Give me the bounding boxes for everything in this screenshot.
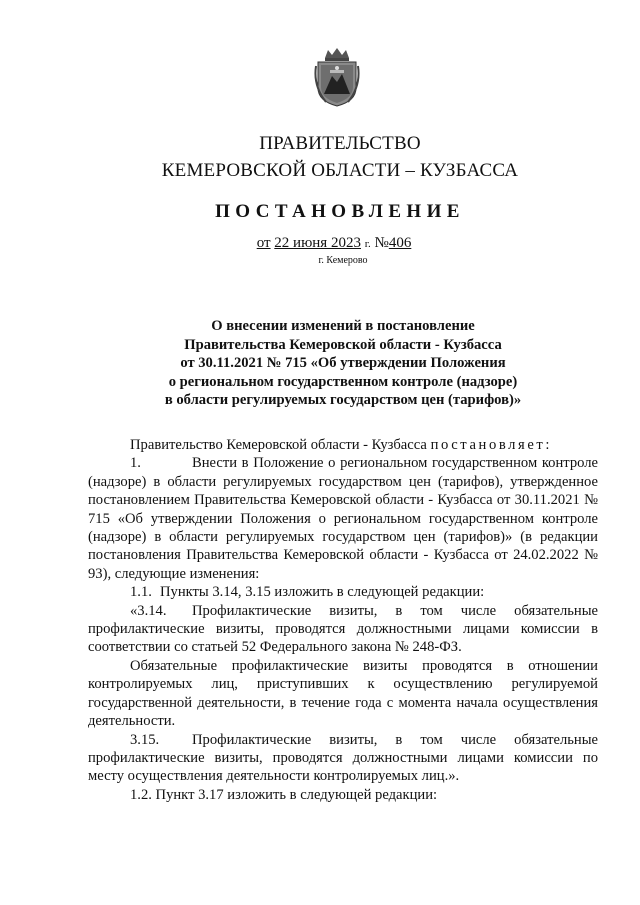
document-city: г. Кемерово — [318, 255, 368, 266]
paragraph-3-14 — [88, 602, 598, 657]
date-prefix: от — [256, 235, 271, 251]
intro-paragraph — [88, 436, 598, 454]
paragraph-number: 1.1. — [130, 584, 152, 601]
document-date-line — [0, 235, 640, 252]
paragraph-number: 3.15. — [130, 731, 160, 748]
intro-text: Правительство Кемеровской области - Кузбасса — [130, 437, 427, 453]
paragraph-1-1 — [88, 583, 598, 601]
paragraph-text: Профилактические визиты, в том числе обязательные профилактические визиты, проводятся должностными лицами комиссии по месту осуществления деятельности контролируемых лиц.». — [88, 731, 598, 785]
subject-line: О внесении изменений в постановление — [211, 318, 475, 334]
paragraph-3-15 — [88, 731, 598, 786]
paragraph-text: Пункты 3.14, 3.15 изложить в следующей редакции: — [160, 584, 485, 601]
paragraph-number: «3.14. — [130, 602, 167, 619]
document-number: 406 — [388, 235, 412, 251]
subject-line: о региональном государственном контроле (надзоре) — [168, 373, 518, 390]
coat-of-arms-emblem — [312, 46, 362, 108]
paragraph-1 — [88, 454, 598, 583]
paragraph-mandatory-visits: Обязательные профилактические визиты проводятся в отношении контролируемых лиц, приступивших к осуществлению регулируемой государственной деятельности, в течение года с момента начала осуществления деятельности. — [88, 657, 598, 730]
subject-line: от 30.11.2021 № 715 «Об утверждении Положения — [180, 355, 506, 371]
year-suffix: г. — [364, 238, 371, 250]
number-sign: № — [374, 235, 389, 251]
government-name-line2: КЕМЕРОВСКОЙ ОБЛАСТИ – КУЗБАССА — [161, 160, 519, 181]
paragraph-text: Профилактические визиты, в том числе обязательные профилактические визиты, проводятся должностными лицами комиссии в соответствии со статьей 52 Федерального закона № 248-ФЗ. — [88, 602, 598, 656]
paragraph-number: 1. — [130, 455, 141, 472]
paragraph-1-2: 1.2. Пункт 3.17 изложить в следующей редакции: — [130, 786, 438, 803]
document-date: 22 июня 2023 — [274, 235, 361, 251]
document-subject — [0, 317, 640, 410]
subject-line: Правительства Кемеровской области - Кузбасса — [184, 336, 502, 353]
paragraph-text: Внести в Положение о региональном государственном контроле (надзоре) в области регулируемых государством цен (тарифов), утвержденное постановлением Правительства Кемеровской области - Кузбасса от 30.11.2021 № 715 «Об утверждении Положения о региональном государственном контроле (надзоре) в области регулируемых государством цен (тарифов)» (в редакции постановления Правительства Кемеровской области - Кузбасса от 24.02.2022 № 93), следующие изменения: — [88, 455, 598, 582]
document-body — [88, 436, 598, 804]
subject-line: в области регулируемых государством цен (тарифов)» — [164, 392, 522, 408]
government-name-line1: ПРАВИТЕЛЬСТВО — [259, 133, 421, 154]
intro-verb: постановляет: — [430, 437, 553, 453]
document-type-title: ПОСТАНОВЛЕНИЕ — [215, 201, 465, 222]
